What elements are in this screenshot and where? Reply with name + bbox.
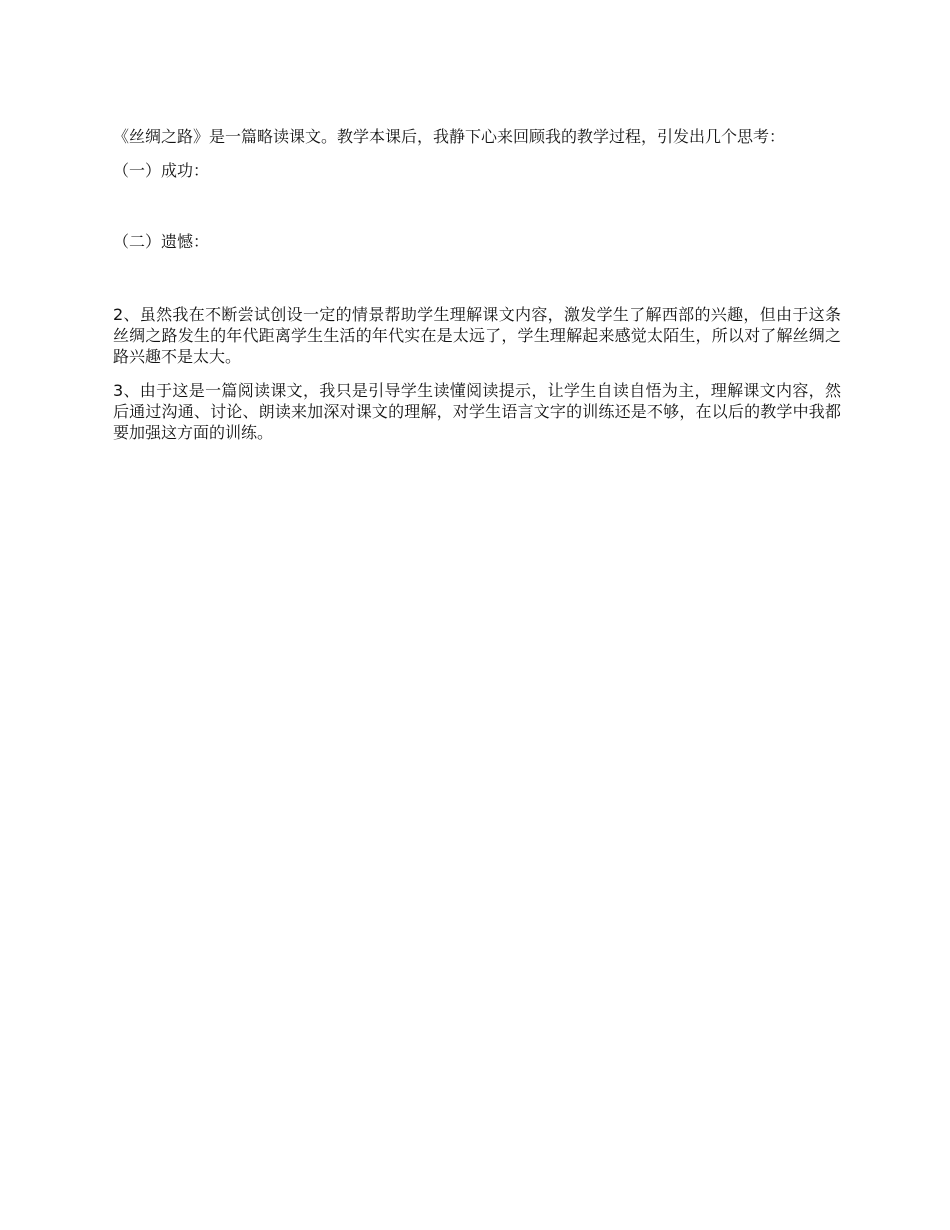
document-body — [113, 126, 841, 456]
regret-point-3: 3、由于这是一篇阅读课文，我只是引导学生读懂阅读提示，让学生自读自悟为主，理解课文内容，然后通过沟通、讨论、朗读来加深对课文的理解，对学生语言文字的训练还是不够，在以后的教学中我都要加强这方面的训练。 — [113, 381, 841, 442]
section-heading-success: （一）成功： — [113, 161, 210, 180]
regret-point-2: 2、虽然我在不断尝试创设一定的情景帮助学生理解课文内容，激发学生了解西部的兴趣，但由于这条丝绸之路发生的年代距离学生生活的年代实在是太远了，学生理解起来感觉太陌生，所以对了解丝绸之路兴趣不是太大。 — [113, 305, 841, 366]
section-heading-regret: （二）遗憾： — [113, 232, 210, 251]
intro-paragraph: 《丝绸之路》是一篇略读课文。教学本课后，我静下心来回顾我的教学过程，引发出几个思考： — [113, 127, 786, 146]
